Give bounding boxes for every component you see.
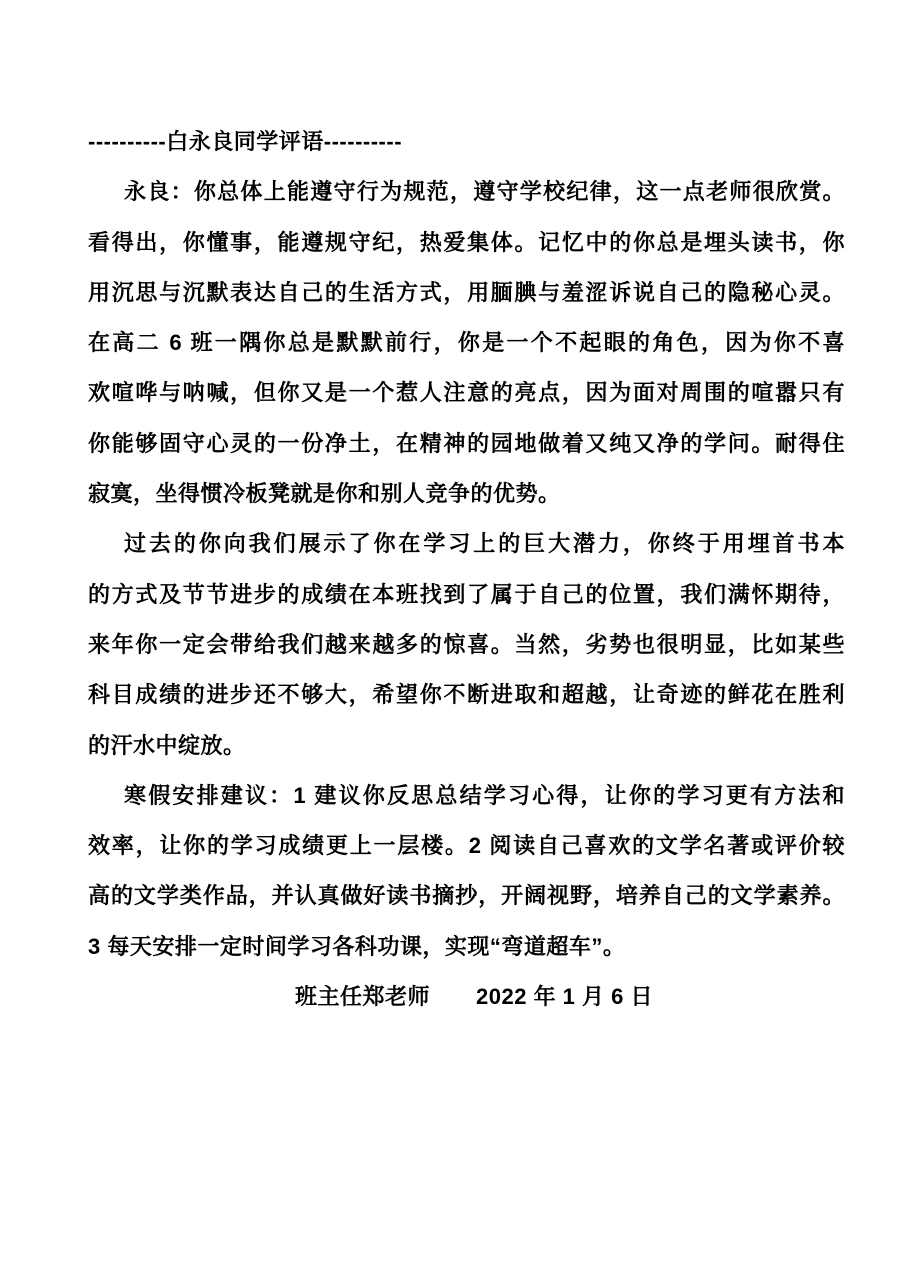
paragraph-2-line-4: 科目成绩的进步还不够大，希望你不断进取和超越，让奇迹的鲜花在胜利	[88, 682, 845, 708]
paragraph-3-line-3: 高的文学类作品，并认真做好读书摘抄，开阔视野，培养自己的文学素养。	[88, 883, 845, 909]
signature-line	[88, 972, 845, 1022]
signature-author: 班主任郑老师	[295, 984, 431, 1010]
paragraph-1-line-7: 寂寞，坐得惯冷板凳就是你和别人竞争的优势。	[88, 481, 561, 507]
paragraph-1-line-3: 用沉思与沉默表达自己的生活方式，用腼腆与羞涩诉说自己的隐秘心灵。	[88, 279, 845, 305]
paragraph-3-line-4: 3 每天安排一定时间学习各科功课，实现“弯道超车”。	[88, 933, 626, 959]
page-title: ----------白永良同学评语----------	[88, 129, 403, 154]
paragraph-1-line-6: 你能够固守心灵的一份净土，在精神的园地做着又纯又净的学问。耐得住	[88, 430, 845, 456]
paragraph-2-line-3: 来年你一定会带给我们越来越多的惊喜。当然，劣势也很明显，比如某些	[88, 631, 845, 657]
paragraph-3-line-2: 效率，让你的学习成绩更上一层楼。2 阅读自己喜欢的文学名著或评价较	[88, 833, 845, 859]
paragraph-1-line-1: 永良：你总体上能遵守行为规范，遵守学校纪律，这一点老师很欣赏。	[124, 179, 845, 205]
paragraph-1-line-4: 在高二 6 班一隅你总是默默前行，你是一个不起眼的角色，因为你不喜	[88, 330, 845, 356]
document-content	[88, 0, 845, 1022]
signature-date: 2022 年 1 月 6 日	[476, 984, 653, 1010]
paragraph-1-line-2: 看得出，你懂事，能遵规守纪，热爱集体。记忆中的你总是埋头读书，你	[88, 229, 845, 255]
paragraph-2-line-5: 的汗水中绽放。	[88, 732, 246, 758]
paragraph-2-line-2: 的方式及节节进步的成绩在本班找到了属于自己的位置，我们满怀期待，	[88, 581, 845, 607]
comment-body	[88, 167, 845, 972]
paragraph-3-line-1: 寒假安排建议：1 建议你反思总结学习心得，让你的学习更有方法和	[124, 782, 845, 808]
paragraph-1-line-5: 欢喧哗与呐喊，但你又是一个惹人注意的亮点，因为面对周围的喧嚣只有	[88, 380, 845, 406]
paragraph-2-line-1: 过去的你向我们展示了你在学习上的巨大潜力，你终于用埋首书本	[124, 531, 845, 557]
